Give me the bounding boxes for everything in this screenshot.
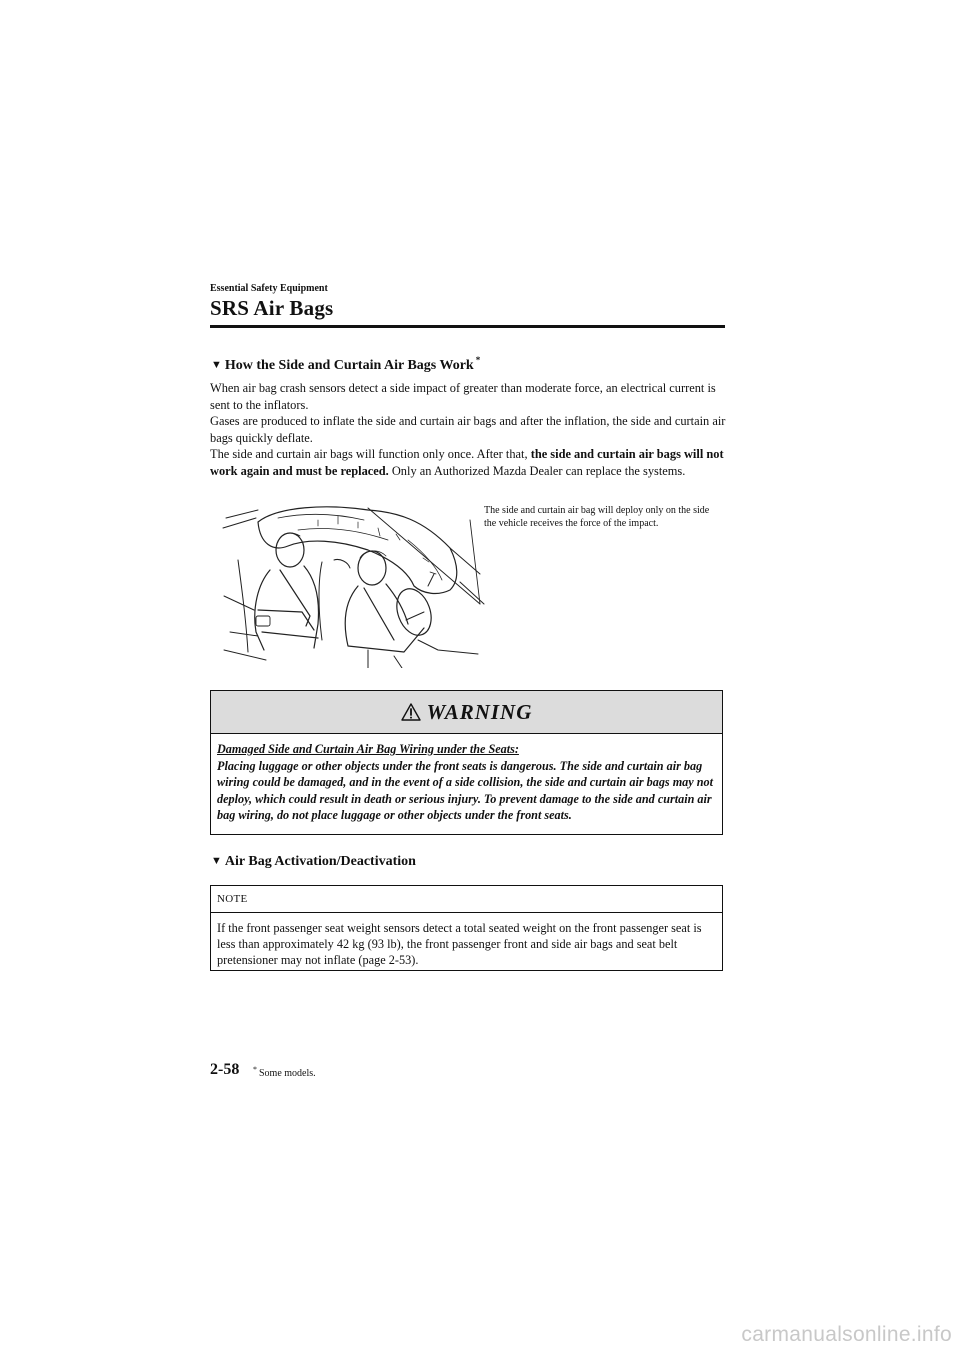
triangle-down-icon: ▼ bbox=[211, 855, 222, 867]
rear-passenger-body bbox=[255, 566, 319, 650]
note-label: NOTE bbox=[211, 886, 722, 913]
watermark: carmanualsonline.info bbox=[741, 1323, 952, 1346]
text-run: The side and curtain air bags will function only once. After that, bbox=[210, 447, 531, 462]
warning-subtitle: Damaged Side and Curtain Air Bag Wiring under the Seats: bbox=[217, 742, 519, 756]
driver-body bbox=[345, 584, 424, 652]
section-label: Essential Safety Equipment bbox=[210, 283, 328, 294]
page-title: SRS Air Bags bbox=[210, 296, 334, 320]
paragraph-line: Gases are produced to inflate the side and curtain air bags and after the inflation, the side and curtain air bags quickly deflate. bbox=[210, 414, 726, 445]
note-text: If the front passenger seat weight sensors detect a total seated weight on the front passenger seat is less than approximately 42 kg (93 lb), the front passenger front and side air bags and seat belt pretensioner may not inflate (page 2-53). bbox=[217, 921, 702, 967]
driver-head bbox=[358, 551, 386, 585]
side-curtain-description bbox=[210, 380, 726, 480]
footnote bbox=[253, 1065, 316, 1079]
warning-text: Placing luggage or other objects under the front seats is dangerous. The side and curtain air bag wiring could be damaged, and in the event of a side collision, the side and curtain air bags may not deploy, which could result in death or serious injury. To prevent damage to the side and curtain air bag wiring, do not place luggage or other objects under the front seats. bbox=[217, 758, 713, 823]
title-rule bbox=[210, 325, 725, 328]
warning-body bbox=[211, 734, 722, 824]
curtain-airbag-shape bbox=[258, 507, 457, 594]
steering-wheel bbox=[391, 584, 437, 640]
bold-text-run: the side and curtain air bags will not work again and must be replaced. bbox=[210, 447, 724, 478]
page-number: 2-58 bbox=[210, 1061, 240, 1078]
side-curtain-heading bbox=[211, 355, 480, 374]
airbag-illustration bbox=[218, 500, 490, 668]
text-run: Only an Authorized Mazda Dealer can replace the systems. bbox=[388, 463, 686, 478]
warning-triangle-icon bbox=[401, 703, 421, 721]
warning-header bbox=[211, 691, 722, 734]
warning-label: WARNING bbox=[426, 699, 533, 724]
activation-heading-text: Air Bag Activation/Deactivation bbox=[224, 854, 416, 869]
note-box bbox=[210, 885, 723, 971]
paragraph-line: When air bag crash sensors detect a side impact of greater than moderate force, an electrical current is sent to the inflators. bbox=[210, 381, 716, 412]
some-models-marker: * bbox=[475, 355, 481, 365]
footnote-text: Some models. bbox=[259, 1068, 316, 1079]
paragraph-line bbox=[210, 446, 726, 479]
activation-heading bbox=[211, 854, 416, 870]
illustration-caption: The side and curtain air bag will deploy only on the side the vehicle receives the force of the impact. bbox=[484, 505, 710, 529]
triangle-down-icon: ▼ bbox=[211, 359, 222, 371]
warning-box bbox=[210, 690, 723, 835]
footnote-marker: * bbox=[253, 1065, 257, 1074]
side-curtain-heading-text: How the Side and Curtain Air Bags Work bbox=[224, 358, 474, 373]
